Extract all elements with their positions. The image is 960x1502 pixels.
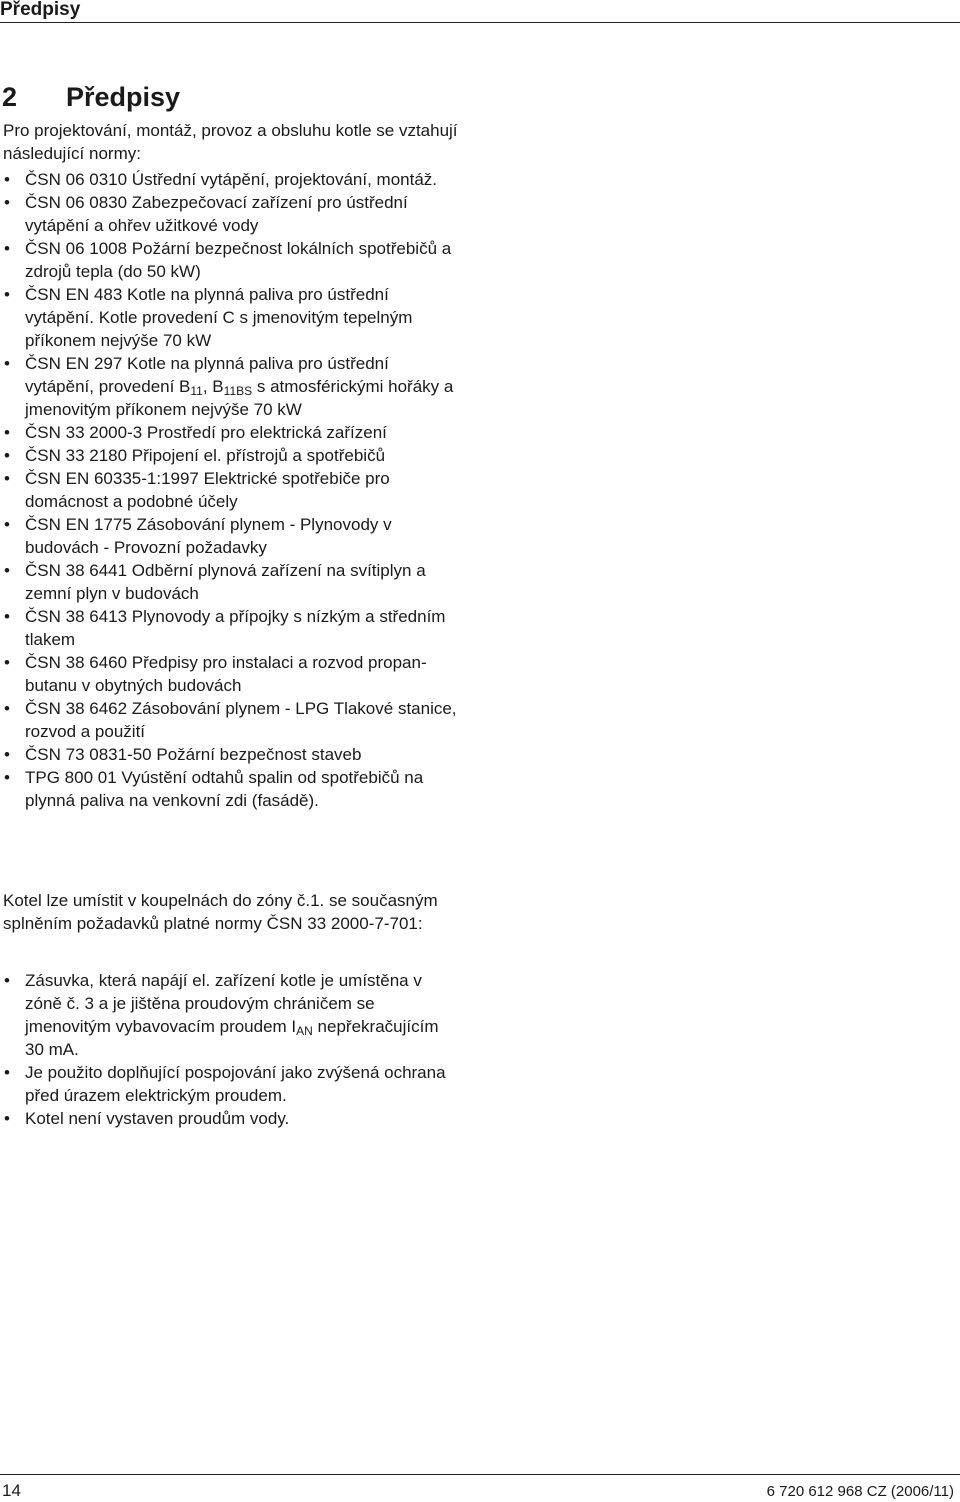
section-number: 2: [2, 82, 18, 112]
norm-item: [3, 766, 461, 812]
bullet-icon: •: [4, 745, 10, 764]
section-title: [2, 80, 180, 114]
requirements-block: [3, 969, 461, 1130]
norm-text-part: ČSN EN 297 Kotle na plynná paliva pro ústřední vytápění, provedení B: [25, 354, 389, 396]
running-title: Předpisy: [0, 0, 81, 20]
norm-item: [3, 421, 461, 444]
norm-item: [3, 697, 461, 743]
requirement-text: Je použito doplňující pospojování jako zvýšená ochrana před úrazem elektrickým proudem.: [25, 1063, 446, 1105]
norm-text: ČSN 38 6462 Zásobování plynem - LPG Tlakové stanice, rozvod a použití: [25, 699, 457, 741]
bullet-icon: •: [4, 1063, 10, 1082]
requirements-list: [3, 969, 461, 1130]
intro-paragraph: [3, 119, 461, 165]
norm-text: ČSN 38 6441 Odběrní plynová zařízení na svítiplyn a zemní plyn v budovách: [25, 561, 426, 603]
norm-text: ČSN EN 483 Kotle na plynná paliva pro ústřední vytápění. Kotle provedení C s jmenovitým tepelným příkonem nejvýše 70 kW: [25, 285, 413, 350]
norm-text: TPG 800 01 Vyústění odtahů spalin od spotřebičů na plynná paliva na venkovní zdi (fasádě).: [25, 768, 424, 810]
norm-item: [3, 168, 461, 191]
bullet-icon: •: [4, 515, 10, 534]
norm-subscript: 11BS: [223, 384, 253, 398]
norm-text: ČSN 33 2000-3 Prostředí pro elektrická zařízení: [25, 423, 387, 442]
bullet-icon: •: [4, 170, 10, 189]
bullet-icon: •: [4, 193, 10, 212]
norm-item: [3, 513, 461, 559]
bullet-icon: •: [4, 768, 10, 787]
norm-item: [3, 467, 461, 513]
requirement-subscript: AN: [296, 1024, 313, 1038]
norm-text: ČSN EN 60335-1:1997 Elektrické spotřebiče pro domácnost a podobné účely: [25, 469, 390, 511]
norm-text: ČSN 06 1008 Požární bezpečnost lokálních spotřebičů a zdrojů tepla (do 50 kW): [25, 239, 452, 281]
bullet-icon: •: [4, 285, 10, 304]
bullet-icon: •: [4, 423, 10, 442]
requirement-item: [3, 1107, 461, 1130]
norm-item: [3, 605, 461, 651]
norms-list: [3, 168, 461, 812]
bullet-icon: •: [4, 239, 10, 258]
intro-text: Pro projektování, montáž, provoz a obsluhu kotle se vztahují následující normy:: [3, 121, 458, 163]
bullet-icon: •: [4, 653, 10, 672]
norm-text: ČSN 38 6413 Plynovody a přípojky s nízkým a středním tlakem: [25, 607, 446, 649]
bathroom-paragraph: [3, 889, 461, 935]
page-number: 14: [2, 1481, 21, 1500]
norm-item: [3, 237, 461, 283]
norm-item: [3, 444, 461, 467]
requirement-item: [3, 969, 461, 1061]
document-code: 6 720 612 968 CZ (2006/11): [766, 1483, 954, 1500]
norm-item: [3, 352, 461, 421]
header-rule: [0, 22, 960, 23]
footer-rule: [0, 1474, 960, 1475]
bullet-icon: •: [4, 607, 10, 626]
bullet-icon: •: [4, 561, 10, 580]
requirement-text: Kotel není vystaven proudům vody.: [25, 1109, 290, 1128]
norm-item: [3, 743, 461, 766]
requirement-item: [3, 1061, 461, 1107]
norm-item: [3, 283, 461, 352]
requirement-text-part: nepřekračujícím 30 mA.: [25, 1017, 439, 1059]
bullet-icon: •: [4, 699, 10, 718]
norm-text: ČSN 73 0831-50 Požární bezpečnost staveb: [25, 745, 362, 764]
norm-text-part: , B: [202, 377, 224, 396]
norm-item: [3, 559, 461, 605]
norm-item: [3, 191, 461, 237]
requirement-text-part: Zásuvka, která napájí el. zařízení kotle je umístěna v zóně č. 3 a je jištěna proudovým chráničem se jmenovitým vybavovacím proudem I: [25, 971, 422, 1036]
norms-block: [3, 168, 461, 812]
bullet-icon: •: [4, 469, 10, 488]
section-title-text: Předpisy: [66, 82, 181, 112]
norm-subscript: 11: [190, 384, 203, 398]
norm-text: ČSN EN 1775 Zásobování plynem - Plynovody v budovách - Provozní požadavky: [25, 515, 392, 557]
norm-text: ČSN 06 0830 Zabezpečovací zařízení pro ústřední vytápění a ohřev užitkové vody: [25, 193, 408, 235]
bullet-icon: •: [4, 446, 10, 465]
bullet-icon: •: [4, 971, 10, 990]
bathroom-text: Kotel lze umístit v koupelnách do zóny č.1. se současným splněním požadavků platné normy ČSN 33 2000-7-701:: [3, 891, 438, 933]
bullet-icon: •: [4, 354, 10, 373]
norm-item: [3, 651, 461, 697]
bullet-icon: •: [4, 1109, 10, 1128]
norm-text: ČSN 38 6460 Předpisy pro instalaci a rozvod propan-butanu v obytných budovách: [25, 653, 427, 695]
norm-text: ČSN 33 2180 Připojení el. přístrojů a spotřebičů: [25, 446, 386, 465]
norm-text-part: s atmosférickými hořáky a jmenovitým příkonem nejvýše 70 kW: [25, 377, 454, 419]
norm-text: ČSN 06 0310 Ústřední vytápění, projektování, montáž.: [25, 170, 438, 189]
